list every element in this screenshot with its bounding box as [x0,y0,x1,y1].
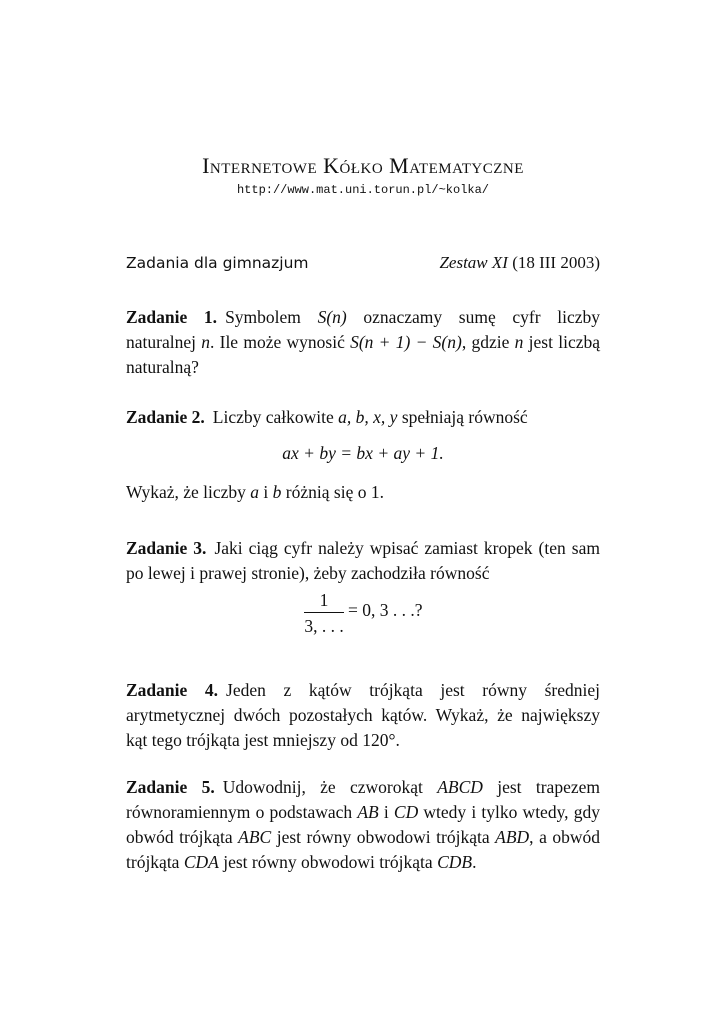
task-1-text: , gdzie [461,332,515,352]
task-1-math: S(n) [317,307,347,327]
task-1-text: jest liczbą naturalną? [126,332,600,377]
task-3-label: Zadanie 3. [126,538,207,558]
task-1-text: oznaczamy sumę cyfr liczby naturalnej [126,307,600,352]
task-2-text: Liczby całkowite [212,407,339,427]
task-1-math: n [201,332,210,352]
task-2-label: Zadanie 2. [126,407,205,427]
fraction-denominator: 3, . . . [304,616,344,636]
task-2-text: spełniają równość [397,407,528,427]
task-2-formula: ax + by = bx + ay + 1. [282,443,444,463]
task-5-math: CDB [437,852,473,872]
task-2-math: a, b, x, y [338,407,398,427]
task-5-text: . [472,852,477,872]
task-2 [126,405,600,430]
document-page [126,0,600,1024]
task-5-math: AB [357,802,379,822]
task-5-math: ABCD [437,777,483,797]
fraction-bar [304,612,344,613]
task-1-math: S(n + 1) − S(n) [350,332,462,352]
task-5-text: i [378,802,394,822]
task-2-math: b [272,482,282,502]
task-1-label: Zadanie 1. [126,307,218,327]
document-url: http://www.mat.uni.torun.pl/~kolka/ [236,183,490,197]
task-5-text: , a obwód trójkąta [126,827,600,872]
task-4 [126,678,600,753]
task-5-text: wtedy i tylko wtedy, gdy obwód trójkąta [126,802,600,847]
task-2-math: a [250,482,260,502]
document-title: Internetowe Kółko Matematyczne [202,153,524,178]
task-3-text: Jaki ciąg cyfr należy wpisać zamiast kropek (ten sam po lewej i prawej stronie), żeby zachodziła równość [126,538,600,583]
task-5-math: ABC [238,827,272,847]
task-3-fraction [304,589,344,637]
task-3-equation [126,589,600,639]
task-4-text: Jeden z kątów trójkąta jest równy średniej arytmetycznej dwóch pozostałych kątów. Wykaż, że największy kąt tego trójkąta jest mniejszy od 120°. [126,680,600,750]
series-label: Zadania dla gimnazjum [126,254,309,272]
task-2-text: Wykaż, że liczby [126,482,251,502]
task-1-text: . Ile może wynosić [209,332,351,352]
task-1-math: n [514,332,524,352]
task-5-math: CD [393,802,419,822]
fraction-numerator: 1 [319,590,329,610]
task-2-text: i [259,482,273,502]
task-5-text: jest równy obwodowi trójkąta [218,852,438,872]
task-5-text: jest trapezem równoramiennym o podstawach [126,777,600,822]
task-2-conclusion [126,480,600,505]
task-1 [126,305,600,380]
task-5-math: CDA [183,852,219,872]
task-5-text: jest równy obwodowi trójkąta [271,827,496,847]
task-4-label: Zadanie 4. [126,680,219,700]
set-info [439,252,600,274]
set-date: (18 III 2003) [512,253,600,272]
task-1-text: Symbolem [225,307,318,327]
task-5-text: Udowodnij, że czworokąt [222,777,438,797]
task-5-math: ABD [495,827,530,847]
fraction-rhs: = 0, 3 . . .? [348,600,423,620]
set-name: Zestaw XI [439,253,508,272]
task-5-label: Zadanie 5. [126,777,215,797]
task-3 [126,536,600,586]
task-2-text: różnią się o 1. [281,482,384,502]
task-5 [126,775,600,875]
